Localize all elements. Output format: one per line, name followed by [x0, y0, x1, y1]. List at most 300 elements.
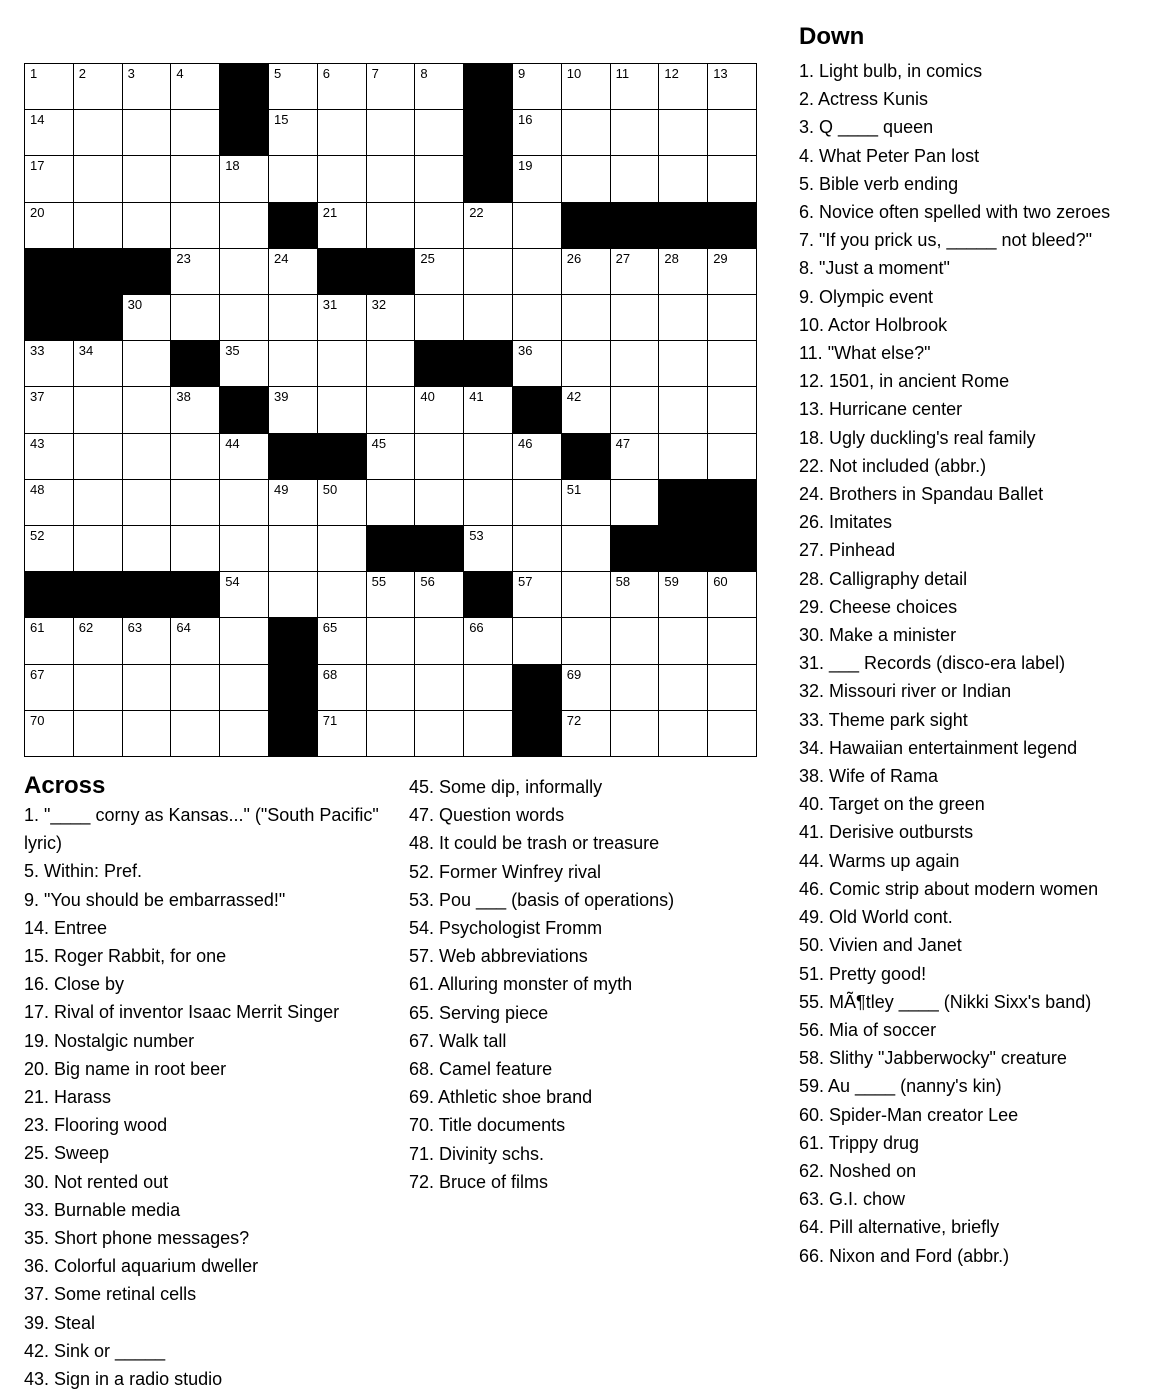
cell-number: 10: [566, 66, 582, 81]
grid-cell[interactable]: [611, 665, 660, 711]
grid-cell[interactable]: [415, 249, 464, 295]
cell-number: 43: [30, 435, 45, 451]
grid-cell[interactable]: [318, 618, 367, 664]
clue-item: 18. Ugly duckling's real family: [799, 427, 1036, 448]
grid-cell[interactable]: [708, 572, 757, 618]
clue-item: 29. Cheese choices: [799, 596, 958, 617]
grid-cell[interactable]: [562, 618, 611, 664]
grid-cell[interactable]: [318, 572, 367, 618]
grid-cell[interactable]: [611, 711, 660, 757]
grid-cell[interactable]: [611, 434, 660, 480]
grid-cell[interactable]: [708, 665, 757, 711]
grid-block: [367, 249, 416, 295]
grid-cell[interactable]: [708, 618, 757, 664]
grid-cell[interactable]: [367, 295, 416, 341]
grid-block: [171, 341, 220, 387]
grid-cell[interactable]: [74, 156, 123, 202]
clue-item: 46. Comic strip about modern women: [799, 878, 1099, 899]
grid-cell[interactable]: [74, 480, 123, 526]
cell-number: 26: [566, 250, 582, 266]
clue-item: 64. Pill alternative, briefly: [799, 1217, 1000, 1238]
cell-number: 41: [469, 389, 484, 405]
grid-cell[interactable]: [318, 203, 367, 249]
grid-cell[interactable]: [123, 665, 172, 711]
cell-number: 7: [371, 66, 379, 81]
grid-cell[interactable]: [513, 295, 562, 341]
grid-cell[interactable]: [25, 618, 74, 664]
grid-cell[interactable]: [25, 110, 74, 156]
grid-cell[interactable]: [25, 434, 74, 480]
grid-block: [708, 480, 757, 526]
grid-cell[interactable]: [220, 618, 269, 664]
cell-number: 3: [127, 66, 135, 81]
grid-cell[interactable]: [562, 480, 611, 526]
grid-block: [464, 341, 513, 387]
grid-cell[interactable]: [74, 618, 123, 664]
grid-cell[interactable]: [367, 64, 416, 110]
grid-cell[interactable]: [659, 110, 708, 156]
grid-cell[interactable]: [464, 295, 513, 341]
cell-number: 39: [273, 389, 289, 405]
grid-cell[interactable]: [123, 526, 172, 572]
cell-number: 46: [517, 435, 533, 451]
grid-cell[interactable]: [415, 156, 464, 202]
grid-cell[interactable]: [415, 572, 464, 618]
clue-item: 6. Novice often spelled with two zeroes: [799, 202, 1111, 223]
grid-cell[interactable]: [708, 387, 757, 433]
clue-item: 50. Vivien and Janet: [799, 935, 962, 956]
grid-cell[interactable]: [611, 110, 660, 156]
grid-cell[interactable]: [171, 665, 220, 711]
grid-cell[interactable]: [318, 711, 367, 757]
grid-cell[interactable]: [708, 295, 757, 341]
grid-cell[interactable]: [367, 711, 416, 757]
cell-number: 72: [566, 712, 582, 728]
grid-cell[interactable]: [611, 572, 660, 618]
cell-number: 42: [566, 389, 582, 405]
grid-block: [415, 526, 464, 572]
grid-cell[interactable]: [123, 341, 172, 387]
grid-cell[interactable]: [171, 156, 220, 202]
grid-cell[interactable]: [513, 249, 562, 295]
grid-cell[interactable]: [123, 618, 172, 664]
grid-cell[interactable]: [74, 711, 123, 757]
cell-number: 8: [420, 66, 428, 81]
grid-cell[interactable]: [659, 618, 708, 664]
grid-cell[interactable]: [513, 110, 562, 156]
grid-cell[interactable]: [318, 341, 367, 387]
grid-cell[interactable]: [415, 64, 464, 110]
cell-number: 2: [78, 66, 87, 81]
grid-cell[interactable]: [513, 341, 562, 387]
grid-block: [220, 387, 269, 433]
grid-cell[interactable]: [513, 480, 562, 526]
grid-block: [708, 203, 757, 249]
grid-cell[interactable]: [123, 64, 172, 110]
clue-item: 65. Serving piece: [409, 1002, 549, 1023]
clue-item: 42. Sink or _____: [24, 1340, 166, 1361]
grid-cell[interactable]: [123, 434, 172, 480]
clue-item: 30. Make a minister: [799, 625, 957, 646]
clue-item: 11. "What else?": [799, 343, 931, 364]
grid-block: [123, 572, 172, 618]
grid-cell[interactable]: [367, 572, 416, 618]
grid-cell[interactable]: [123, 110, 172, 156]
grid-cell[interactable]: [708, 64, 757, 110]
grid-cell[interactable]: [513, 434, 562, 480]
grid-cell[interactable]: [269, 295, 318, 341]
cell-number: 60: [713, 574, 728, 590]
grid-cell[interactable]: [25, 156, 74, 202]
clue-item: 56. Mia of soccer: [799, 1019, 937, 1040]
grid-cell[interactable]: [269, 156, 318, 202]
clue-item: 25. Sweep: [24, 1143, 110, 1164]
grid-cell[interactable]: [171, 480, 220, 526]
grid-cell[interactable]: [367, 665, 416, 711]
grid-cell[interactable]: [367, 341, 416, 387]
grid-cell[interactable]: [659, 665, 708, 711]
grid-cell[interactable]: [611, 64, 660, 110]
grid-cell[interactable]: [171, 711, 220, 757]
clue-item: 26. Imitates: [799, 512, 893, 533]
grid-cell[interactable]: [415, 665, 464, 711]
grid-cell[interactable]: [513, 64, 562, 110]
grid-cell[interactable]: [123, 387, 172, 433]
grid-cell[interactable]: [708, 341, 757, 387]
clue-item: 17. Rival of inventor Isaac Merrit Singer: [24, 1002, 340, 1023]
cell-number: 23: [176, 250, 191, 266]
clue-item: 45. Some dip, informally: [409, 777, 603, 797]
grid-cell[interactable]: [708, 156, 757, 202]
grid-block: [269, 434, 318, 480]
grid-cell[interactable]: [464, 249, 513, 295]
grid-cell[interactable]: [464, 480, 513, 526]
grid-cell[interactable]: [220, 526, 269, 572]
clue-item: 2. Actress Kunis: [799, 89, 929, 110]
cell-number: 18: [225, 158, 240, 174]
grid-cell[interactable]: [25, 387, 74, 433]
grid-cell[interactable]: [171, 203, 220, 249]
grid-block: [611, 203, 660, 249]
cell-number: 51: [566, 481, 582, 497]
grid-cell[interactable]: [464, 526, 513, 572]
across-clues-column-1: [24, 801, 394, 1393]
clue-item: 4. What Peter Pan lost: [799, 145, 980, 166]
grid-cell[interactable]: [367, 434, 416, 480]
grid-cell[interactable]: [367, 203, 416, 249]
grid-cell[interactable]: [415, 711, 464, 757]
grid-cell[interactable]: [269, 526, 318, 572]
grid-cell[interactable]: [171, 295, 220, 341]
grid-cell[interactable]: [464, 203, 513, 249]
clue-item: 59. Au ____ (nanny's kin): [799, 1076, 1002, 1097]
grid-block: [74, 295, 123, 341]
grid-cell[interactable]: [513, 526, 562, 572]
cell-number: 14: [30, 112, 45, 128]
grid-cell[interactable]: [220, 156, 269, 202]
grid-cell[interactable]: [659, 249, 708, 295]
grid-cell[interactable]: [220, 480, 269, 526]
clue-item: 37. Some retinal cells: [24, 1284, 197, 1305]
cell-number: 63: [127, 620, 143, 636]
clue-item: 21. Harass: [24, 1087, 112, 1108]
grid-block: [74, 572, 123, 618]
grid-cell[interactable]: [659, 572, 708, 618]
clue-item: 44. Warms up again: [799, 850, 960, 871]
cell-number: 25: [420, 250, 435, 266]
cell-number: 54: [225, 574, 240, 590]
clue-item: 10. Actor Holbrook: [799, 314, 948, 335]
grid-cell[interactable]: [367, 387, 416, 433]
grid-cell[interactable]: [25, 665, 74, 711]
grid-cell[interactable]: [415, 110, 464, 156]
cell-number: 38: [176, 389, 191, 405]
grid-cell[interactable]: [415, 480, 464, 526]
grid-cell[interactable]: [562, 156, 611, 202]
grid-cell[interactable]: [74, 387, 123, 433]
grid-block: [269, 711, 318, 757]
cell-number: 47: [615, 435, 631, 451]
grid-cell[interactable]: [562, 665, 611, 711]
grid-cell[interactable]: [562, 249, 611, 295]
grid-cell[interactable]: [318, 480, 367, 526]
clue-item: 32. Missouri river or Indian: [799, 681, 1012, 702]
grid-cell[interactable]: [318, 64, 367, 110]
grid-cell[interactable]: [464, 618, 513, 664]
grid-cell[interactable]: [74, 434, 123, 480]
grid-cell[interactable]: [562, 526, 611, 572]
clue-item: 33. Theme park sight: [799, 709, 968, 730]
grid-cell[interactable]: [611, 341, 660, 387]
grid-cell[interactable]: [611, 480, 660, 526]
grid-cell[interactable]: [220, 203, 269, 249]
grid-cell[interactable]: [367, 480, 416, 526]
grid-cell[interactable]: [708, 110, 757, 156]
cell-number: 33: [30, 343, 45, 359]
grid-cell[interactable]: [464, 387, 513, 433]
grid-cell[interactable]: [659, 711, 708, 757]
grid-cell[interactable]: [415, 203, 464, 249]
clue-item: 55. MÃ¶tley ____ (Nikki Sixx's band): [799, 991, 1092, 1012]
grid-cell[interactable]: [123, 203, 172, 249]
grid-cell[interactable]: [318, 526, 367, 572]
clue-item: 61. Trippy drug: [799, 1132, 920, 1153]
cell-number: 50: [322, 481, 338, 497]
grid-block: [74, 249, 123, 295]
grid-cell[interactable]: [269, 572, 318, 618]
grid-cell[interactable]: [269, 387, 318, 433]
grid-cell[interactable]: [25, 341, 74, 387]
grid-cell[interactable]: [269, 341, 318, 387]
grid-cell[interactable]: [708, 434, 757, 480]
cell-number: 57: [517, 574, 533, 590]
grid-cell[interactable]: [171, 64, 220, 110]
grid-cell[interactable]: [513, 156, 562, 202]
grid-cell[interactable]: [74, 110, 123, 156]
grid-cell[interactable]: [562, 341, 611, 387]
grid-cell[interactable]: [659, 295, 708, 341]
grid-cell[interactable]: [367, 618, 416, 664]
grid-cell[interactable]: [25, 711, 74, 757]
grid-cell[interactable]: [367, 156, 416, 202]
clue-item: 24. Brothers in Spandau Ballet: [799, 484, 1044, 505]
cell-number: 44: [225, 435, 240, 451]
grid-block: [171, 572, 220, 618]
cell-number: 22: [469, 204, 484, 220]
grid-cell[interactable]: [562, 295, 611, 341]
grid-block: [562, 203, 611, 249]
grid-block: [513, 387, 562, 433]
clue-item: 63. G.I. chow: [799, 1189, 906, 1210]
crossword-grid: [24, 63, 757, 757]
grid-cell[interactable]: [611, 156, 660, 202]
grid-cell[interactable]: [562, 572, 611, 618]
grid-block: [25, 295, 74, 341]
clue-item: 41. Derisive outbursts: [799, 822, 974, 843]
grid-block: [464, 572, 513, 618]
grid-cell[interactable]: [562, 387, 611, 433]
clue-item: 66. Nixon and Ford (abbr.): [799, 1245, 1010, 1266]
grid-cell[interactable]: [318, 295, 367, 341]
cell-number: 66: [469, 620, 484, 636]
clue-item: 23. Flooring wood: [24, 1115, 168, 1136]
grid-cell[interactable]: [123, 711, 172, 757]
grid-cell[interactable]: [171, 526, 220, 572]
grid-cell[interactable]: [318, 387, 367, 433]
grid-cell[interactable]: [415, 295, 464, 341]
cell-number: 16: [517, 112, 533, 128]
cell-number: 12: [664, 66, 679, 81]
grid-cell[interactable]: [659, 341, 708, 387]
down-heading: Down: [799, 23, 865, 50]
grid-cell[interactable]: [269, 64, 318, 110]
grid-cell[interactable]: [220, 572, 269, 618]
grid-cell[interactable]: [659, 156, 708, 202]
clue-item: 16. Close by: [24, 974, 125, 995]
grid-cell[interactable]: [415, 618, 464, 664]
grid-cell[interactable]: [659, 434, 708, 480]
grid-cell[interactable]: [415, 434, 464, 480]
grid-cell[interactable]: [74, 526, 123, 572]
grid-cell[interactable]: [171, 110, 220, 156]
grid-cell[interactable]: [415, 387, 464, 433]
grid-cell[interactable]: [464, 711, 513, 757]
cell-number: 37: [30, 389, 45, 405]
clue-item: 22. Not included (abbr.): [799, 455, 987, 476]
grid-block: [708, 526, 757, 572]
grid-cell[interactable]: [659, 64, 708, 110]
grid-block: [367, 526, 416, 572]
grid-block: [464, 110, 513, 156]
grid-cell[interactable]: [74, 203, 123, 249]
grid-cell[interactable]: [611, 387, 660, 433]
grid-block: [25, 572, 74, 618]
grid-cell[interactable]: [220, 434, 269, 480]
grid-block: [269, 665, 318, 711]
down-clues-list: [799, 57, 1149, 1270]
grid-cell[interactable]: [611, 249, 660, 295]
grid-cell[interactable]: [25, 480, 74, 526]
grid-cell[interactable]: [513, 203, 562, 249]
cell-number: 29: [713, 250, 728, 266]
clue-item: 30. Not rented out: [24, 1171, 169, 1192]
grid-cell[interactable]: [123, 480, 172, 526]
grid-block: [25, 249, 74, 295]
grid-cell[interactable]: [171, 434, 220, 480]
grid-cell[interactable]: [464, 665, 513, 711]
cell-number: 68: [322, 666, 338, 682]
grid-cell[interactable]: [25, 526, 74, 572]
clue-item: 31. ___ Records (disco-era label): [799, 653, 1066, 674]
grid-cell[interactable]: [269, 110, 318, 156]
grid-cell[interactable]: [25, 203, 74, 249]
grid-cell[interactable]: [708, 249, 757, 295]
grid-cell[interactable]: [123, 295, 172, 341]
grid-cell[interactable]: [74, 64, 123, 110]
cell-number: 64: [176, 620, 191, 636]
grid-cell[interactable]: [171, 387, 220, 433]
cell-number: 15: [273, 112, 289, 128]
cell-number: 53: [469, 528, 484, 543]
grid-block: [513, 665, 562, 711]
cell-number: 45: [371, 435, 387, 451]
grid-block: [269, 618, 318, 664]
grid-block: [659, 203, 708, 249]
grid-cell[interactable]: [562, 110, 611, 156]
cell-number: 19: [517, 158, 533, 174]
grid-cell[interactable]: [220, 295, 269, 341]
grid-cell[interactable]: [25, 64, 74, 110]
grid-cell[interactable]: [220, 341, 269, 387]
grid-cell[interactable]: [318, 665, 367, 711]
grid-cell[interactable]: [269, 480, 318, 526]
clue-item: 34. Hawaiian entertainment legend: [799, 737, 1078, 758]
cell-number: 55: [371, 574, 387, 590]
cell-number: 59: [664, 574, 679, 590]
grid-cell[interactable]: [269, 249, 318, 295]
grid-cell[interactable]: [220, 249, 269, 295]
across-clues-column-2: [409, 773, 789, 1196]
clue-item: 35. Short phone messages?: [24, 1228, 250, 1249]
grid-cell[interactable]: [659, 387, 708, 433]
grid-cell[interactable]: [562, 711, 611, 757]
grid-cell[interactable]: [220, 665, 269, 711]
grid-cell[interactable]: [513, 618, 562, 664]
grid-cell[interactable]: [611, 295, 660, 341]
clue-item: 67. Walk tall: [409, 1030, 507, 1051]
grid-cell[interactable]: [220, 711, 269, 757]
grid-cell[interactable]: [562, 64, 611, 110]
grid-cell[interactable]: [171, 249, 220, 295]
grid-cell[interactable]: [74, 665, 123, 711]
grid-cell[interactable]: [318, 156, 367, 202]
grid-cell[interactable]: [611, 618, 660, 664]
across-heading: Across: [24, 772, 106, 799]
grid-cell[interactable]: [464, 434, 513, 480]
clue-item: 47. Question words: [409, 805, 565, 826]
clue-item: 54. Psychologist Fromm: [409, 918, 603, 939]
grid-cell[interactable]: [708, 711, 757, 757]
clue-item: 43. Sign in a radio studio: [24, 1369, 223, 1390]
clue-item: 40. Target on the green: [799, 794, 985, 815]
grid-cell[interactable]: [171, 618, 220, 664]
grid-cell[interactable]: [367, 110, 416, 156]
grid-cell[interactable]: [513, 572, 562, 618]
grid-cell[interactable]: [74, 341, 123, 387]
grid-cell[interactable]: [123, 156, 172, 202]
cell-number: 69: [566, 666, 582, 682]
grid-cell[interactable]: [318, 110, 367, 156]
